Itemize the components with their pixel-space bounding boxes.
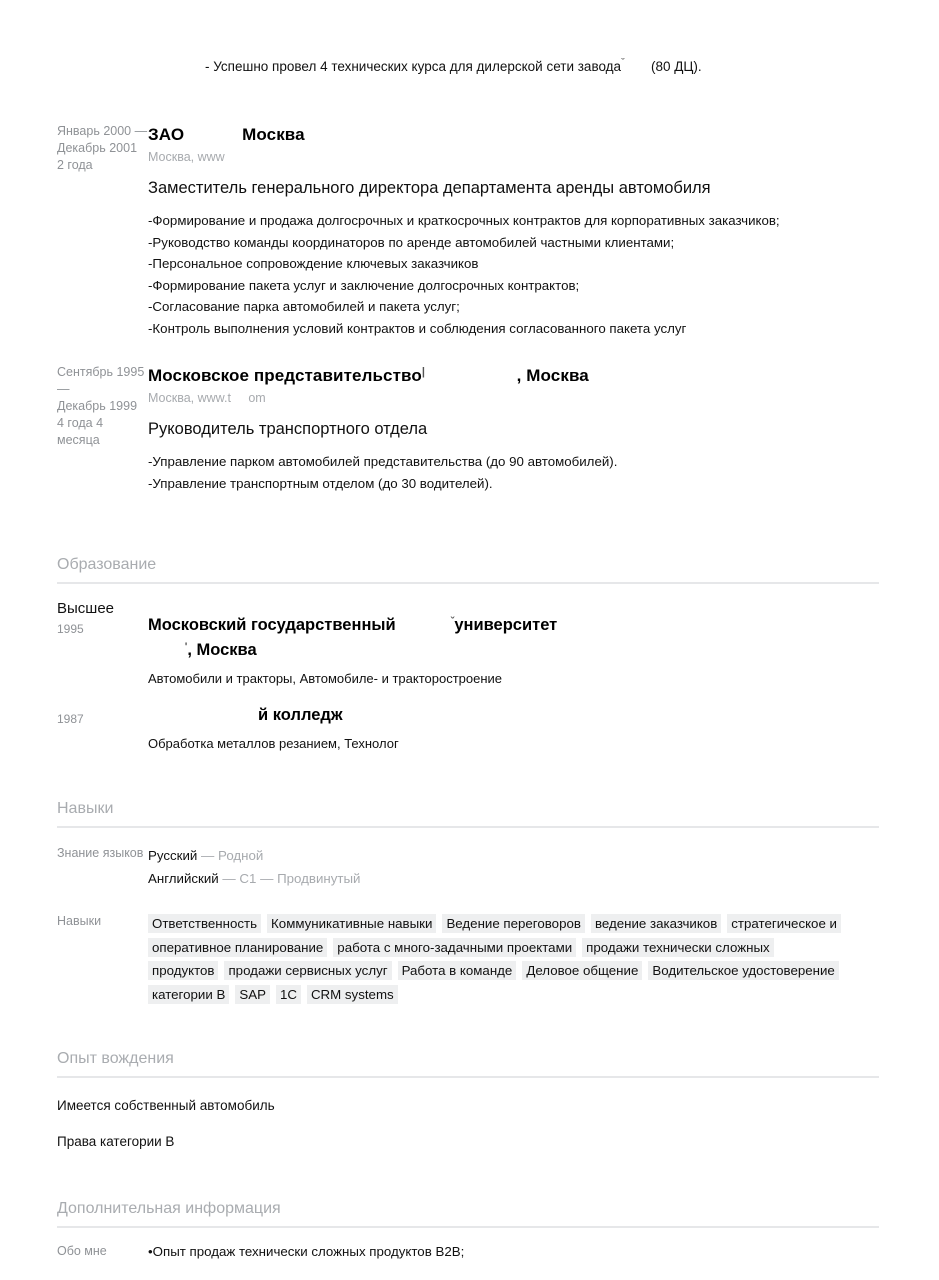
duty-item: -Формирование и продажа долгосрочных и краткосрочных контрактов для корпоративных заказчиков;: [148, 213, 780, 228]
skill-tag-list: [148, 912, 879, 1006]
education-year: 1987: [57, 712, 84, 726]
experience-body: [148, 364, 939, 494]
redacted-mark: |: [421, 366, 425, 378]
section-title-education: Образование: [57, 556, 157, 573]
duties-list: [148, 210, 879, 339]
duty-item: -Контроль выполнения условий контрактов и соблюдения согласованного пакета услуг: [148, 320, 687, 336]
redacted-mark: ˇ: [450, 616, 455, 628]
experience-item: [0, 364, 939, 494]
language-name: Английский: [148, 871, 219, 886]
skill-tag[interactable]: работа с много-задачными проектами: [333, 938, 576, 957]
education-item: [0, 598, 939, 689]
institution-part-2: университет: [454, 616, 558, 634]
position-title: Заместитель генерального директора департамента аренды автомобиля: [148, 179, 711, 197]
section-divider: [57, 1076, 879, 1078]
duty-item: -Формирование пакета услуг и заключение долгосрочных контрактов;: [148, 277, 580, 293]
skill-tag[interactable]: 1C: [276, 985, 301, 1004]
institution-part-2: й колледж: [258, 706, 343, 724]
skills-section: [0, 798, 939, 828]
duty-item: -Руководство команды координаторов по аренде автомобилей частными клиентами;: [148, 234, 675, 250]
period-line-1: Январь 2000 —: [57, 124, 148, 138]
section-title-additional: Дополнительная информация: [57, 1200, 281, 1217]
skills-label: Навыки: [57, 914, 102, 928]
skill-tag[interactable]: Работа в команде: [398, 961, 517, 980]
period-duration: 2 года: [57, 158, 93, 172]
experience-item: [0, 123, 939, 339]
duty-item: -Персональное сопровождение ключевых заказчиков: [148, 256, 479, 271]
language-name: Русский: [148, 848, 198, 863]
duty-item: -Управление транспортным отделом (до 30 водителей).: [148, 475, 493, 491]
company-site-part-2: om: [248, 391, 266, 405]
duties-list: [148, 451, 879, 494]
language-level: — Родной: [197, 848, 264, 863]
position-title: Руководитель транспортного отдела: [148, 420, 428, 438]
period-duration: 4 года 4 месяца: [57, 416, 104, 447]
skill-tag[interactable]: Коммуникативные навыки: [267, 914, 436, 933]
company-prefix: Московское представительство: [148, 366, 422, 385]
redacted-gap: [625, 57, 651, 76]
company-city: Москва: [242, 125, 305, 144]
company-prefix: ЗАО: [148, 125, 185, 144]
section-divider: [57, 582, 879, 584]
continued-duty-text: - Успешно провел 4 технических курса для дилерской сети завода: [205, 59, 622, 74]
driving-section: [0, 1048, 939, 1078]
skill-tag[interactable]: ведение заказчиков: [591, 914, 721, 933]
education-body: [148, 706, 939, 754]
languages-body: [148, 844, 939, 890]
language-item: [148, 844, 879, 867]
education-institution: [148, 703, 879, 728]
continued-duty-suffix: (80 ДЦ).: [651, 59, 702, 74]
section-divider: [57, 826, 879, 828]
section-title-driving: Опыт вождения: [57, 1050, 174, 1067]
institution-line-2: [148, 638, 879, 663]
redacted-site-gap: [231, 389, 248, 408]
about-line: •Опыт продаж технически сложных продуктов B2B;: [148, 1244, 465, 1259]
education-meta: [0, 711, 148, 728]
company-location-site: Москва, www: [148, 150, 225, 164]
redacted-mark: ': [184, 641, 188, 653]
education-specialty: Автомобили и тракторы, Автомобиле- и тракторостроение: [148, 671, 503, 686]
duty-item: -Согласование парка автомобилей и пакета услуг;: [148, 299, 460, 314]
education-specialty: Обработка металлов резанием, Технолог: [148, 736, 399, 751]
about-row: [0, 1242, 939, 1262]
duty-item: -Управление парком автомобилей представительства (до 90 автомобилей).: [148, 454, 618, 469]
section-title-skills: Навыки: [57, 800, 114, 817]
languages-label: Знание языков: [57, 846, 144, 860]
languages-row: [0, 844, 939, 890]
education-section: [0, 554, 939, 584]
company-city: , Москва: [516, 366, 589, 385]
institution-part-1: Московский государственный: [148, 616, 396, 634]
skill-tag[interactable]: Деловое общение: [522, 961, 642, 980]
redacted-institution-gap-2: [148, 638, 185, 663]
skill-tag[interactable]: Ведение переговоров: [442, 914, 585, 933]
experience-body: [148, 123, 939, 339]
institution-city: , Москва: [187, 641, 257, 659]
company-name: [148, 123, 879, 146]
skill-tag[interactable]: продажи технически сложных продуктов: [148, 938, 774, 981]
language-level: — C1 — Продвинутый: [218, 871, 361, 886]
section-divider: [57, 1226, 879, 1228]
skill-tag[interactable]: SAP: [235, 985, 270, 1004]
skills-body: [148, 912, 939, 1006]
redacted-institution-gap: [396, 613, 451, 638]
skill-tag[interactable]: продажи сервисных услуг: [224, 961, 391, 980]
education-item: [0, 706, 939, 754]
about-label-cell: [0, 1242, 148, 1260]
company-location-site: [148, 389, 879, 408]
continued-duty-line: [0, 0, 939, 76]
education-institution: [148, 613, 879, 663]
driving-own-car: Имеется собственный автомобиль: [57, 1098, 275, 1113]
experience-period: [0, 364, 148, 449]
company-name: [148, 364, 879, 387]
skills-row: [0, 912, 939, 1006]
redacted-mark: ˇ: [621, 57, 625, 69]
language-item: [148, 867, 879, 890]
education-level: Высшее: [57, 600, 115, 617]
redacted-company-gap: [184, 123, 242, 146]
skill-tag[interactable]: стратегическое и оперативное планирование: [148, 914, 841, 957]
redacted-institution-gap: [148, 703, 258, 728]
skill-tag[interactable]: Ответственность: [148, 914, 261, 933]
experience-period: [0, 123, 148, 174]
education-body: [148, 598, 939, 689]
skills-label-cell: [0, 912, 148, 930]
education-year: 1995: [57, 622, 84, 636]
driving-license: Права категории B: [57, 1134, 175, 1149]
about-body: [148, 1242, 939, 1262]
period-line-2: Декабрь 1999: [57, 399, 138, 413]
additional-section: [0, 1198, 939, 1228]
about-label: Обо мне: [57, 1244, 107, 1258]
skill-tag[interactable]: Водительское удостоверение категории B: [148, 961, 839, 1004]
company-site-part-1: Москва, www.t: [148, 391, 231, 405]
period-line-2: Декабрь 2001: [57, 141, 138, 155]
languages-label-cell: [0, 844, 148, 862]
skill-tag[interactable]: CRM systems: [307, 985, 398, 1004]
education-meta: [0, 598, 148, 638]
redacted-company-gap: [425, 364, 517, 387]
period-line-1: Сентябрь 1995 —: [57, 365, 145, 396]
